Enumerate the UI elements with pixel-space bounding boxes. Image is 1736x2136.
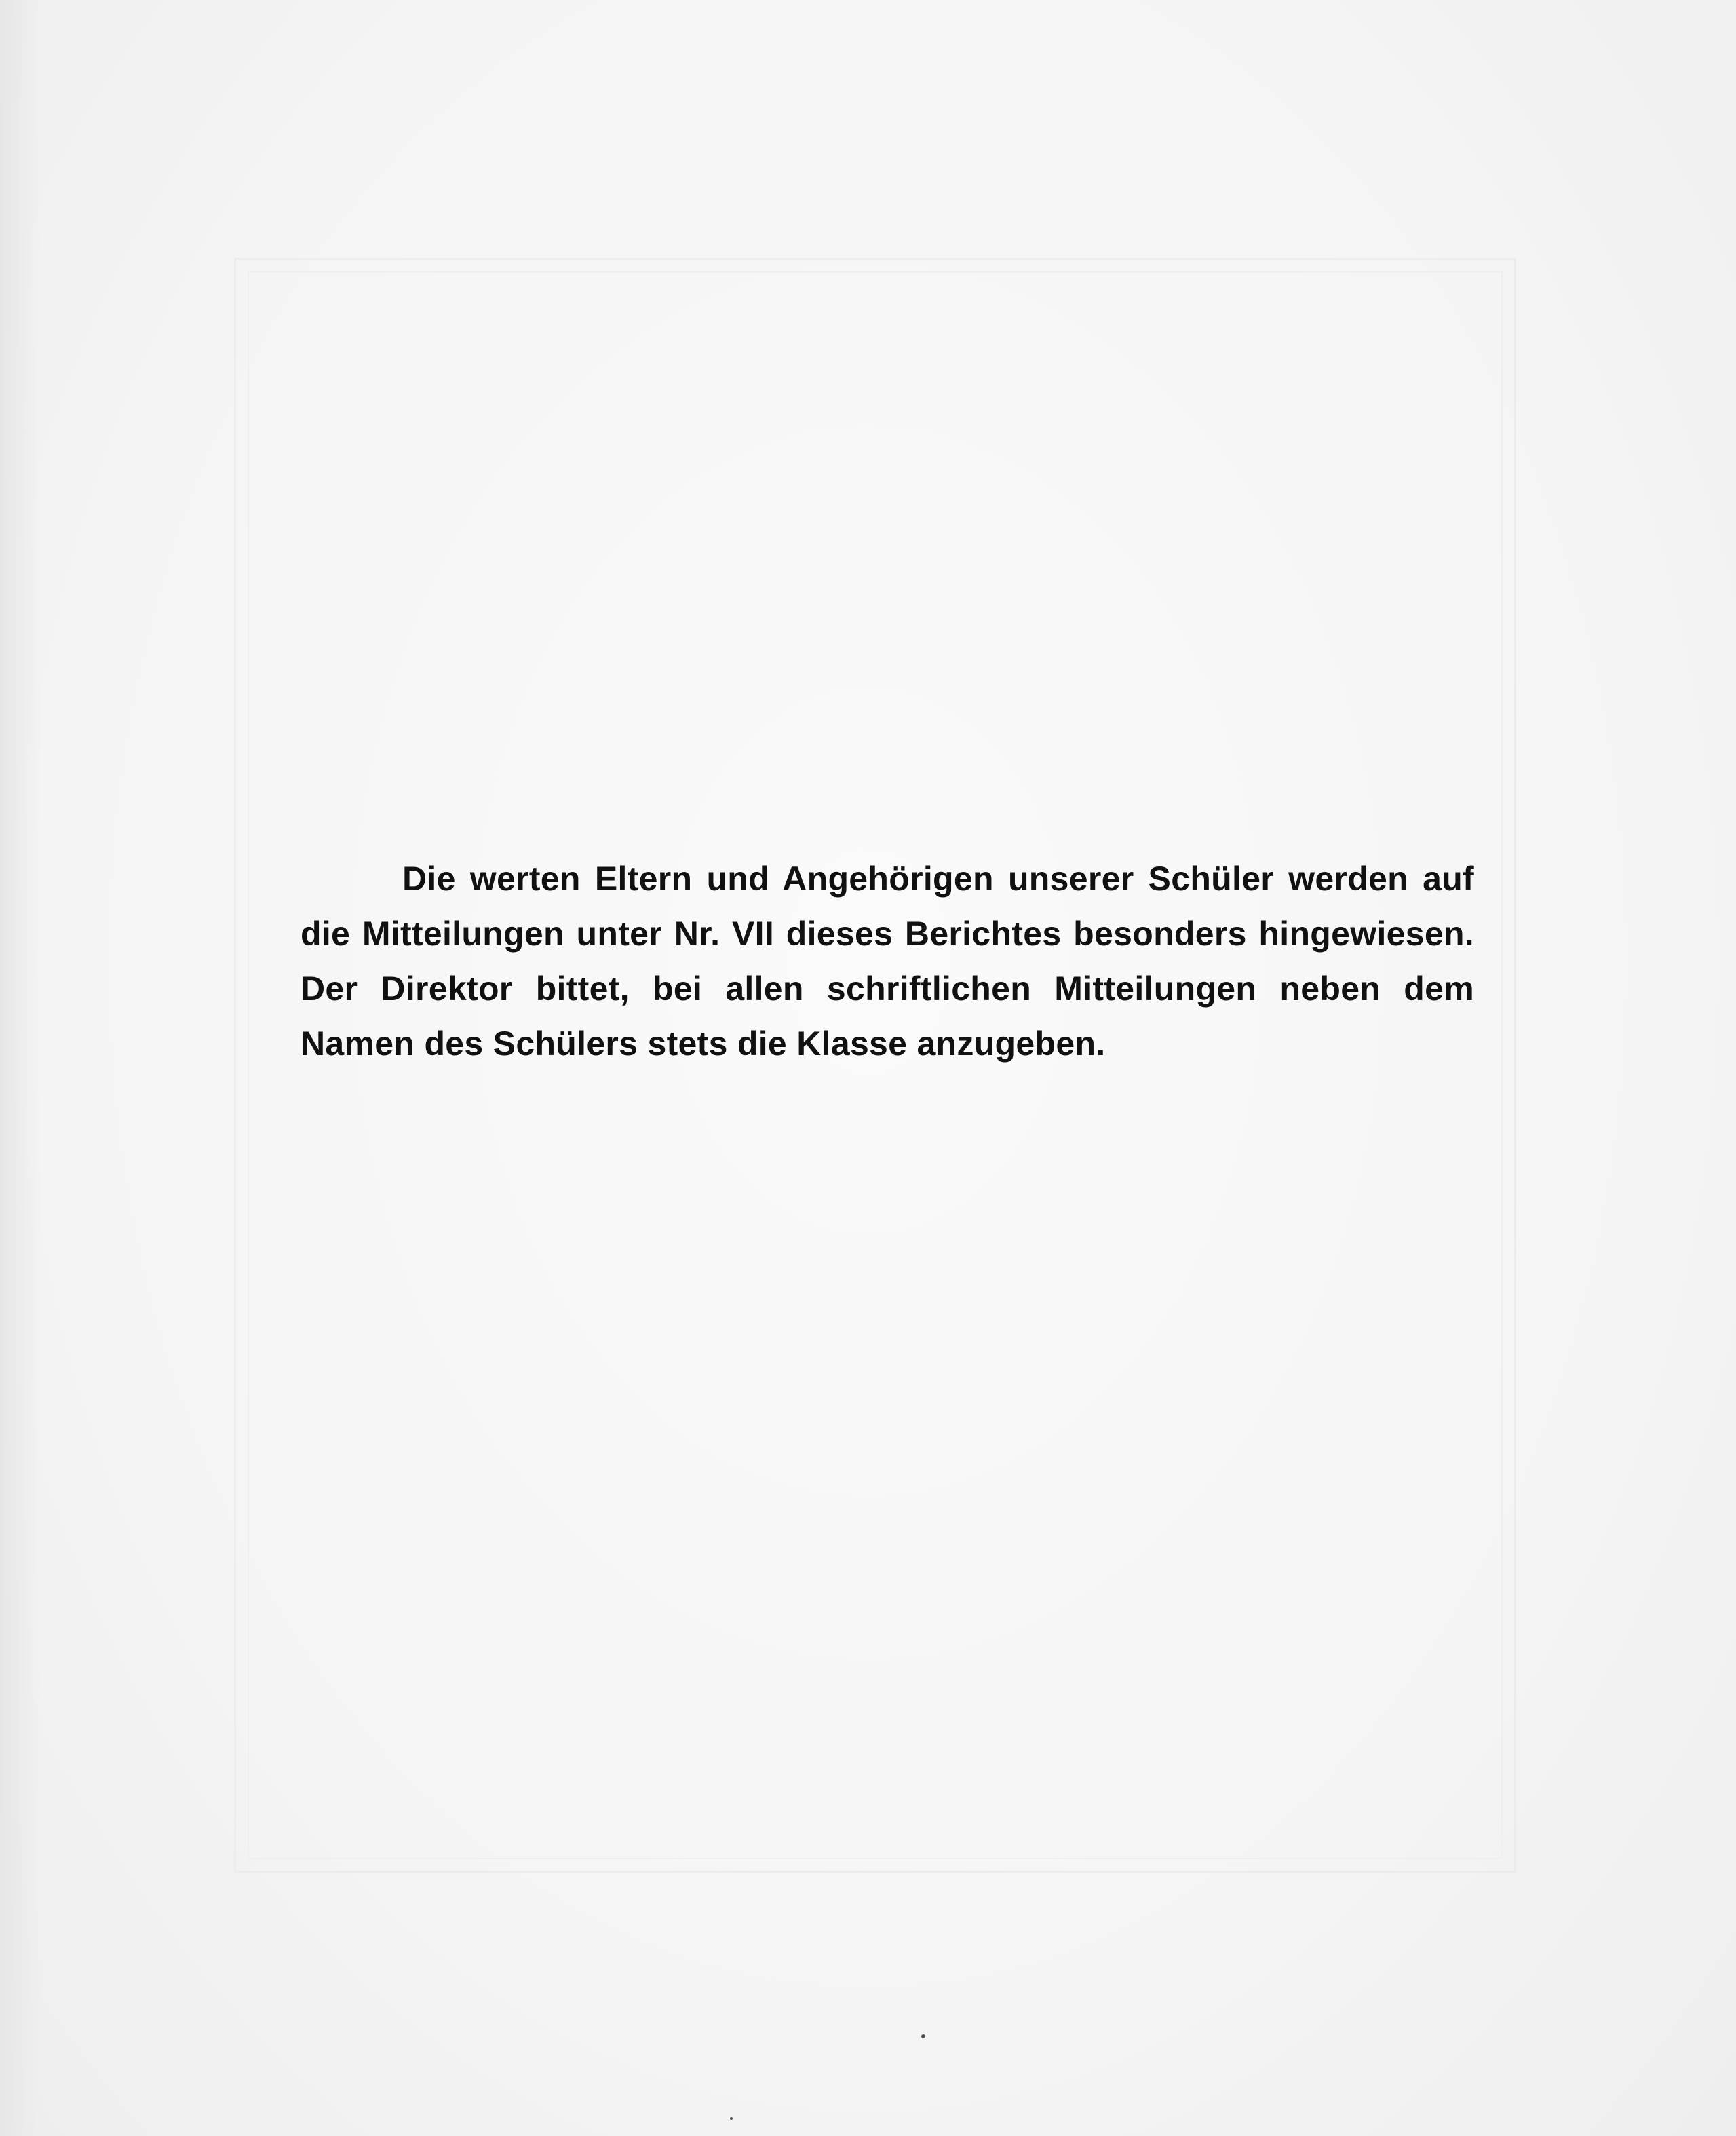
notice-line-2: die Mitteilungen unter Nr. VII dieses Berichtes besonders hingewiesen. — [301, 915, 1474, 953]
notice-line-4: des Schülers stets die Klasse anzugeben. — [424, 1025, 1106, 1063]
scan-speck — [730, 2117, 733, 2120]
scan-speck — [921, 2034, 925, 2038]
page-edge-shadow — [0, 0, 41, 2136]
parents-notice-paragraph — [301, 852, 1474, 1071]
notice-line-3: Der Direktor bittet, bei allen schriftlichen Mitteilungen neben dem Namen — [301, 970, 1474, 1063]
notice-line-1: Die werten Eltern und Angehörigen unserer Schüler werden auf — [402, 860, 1474, 898]
